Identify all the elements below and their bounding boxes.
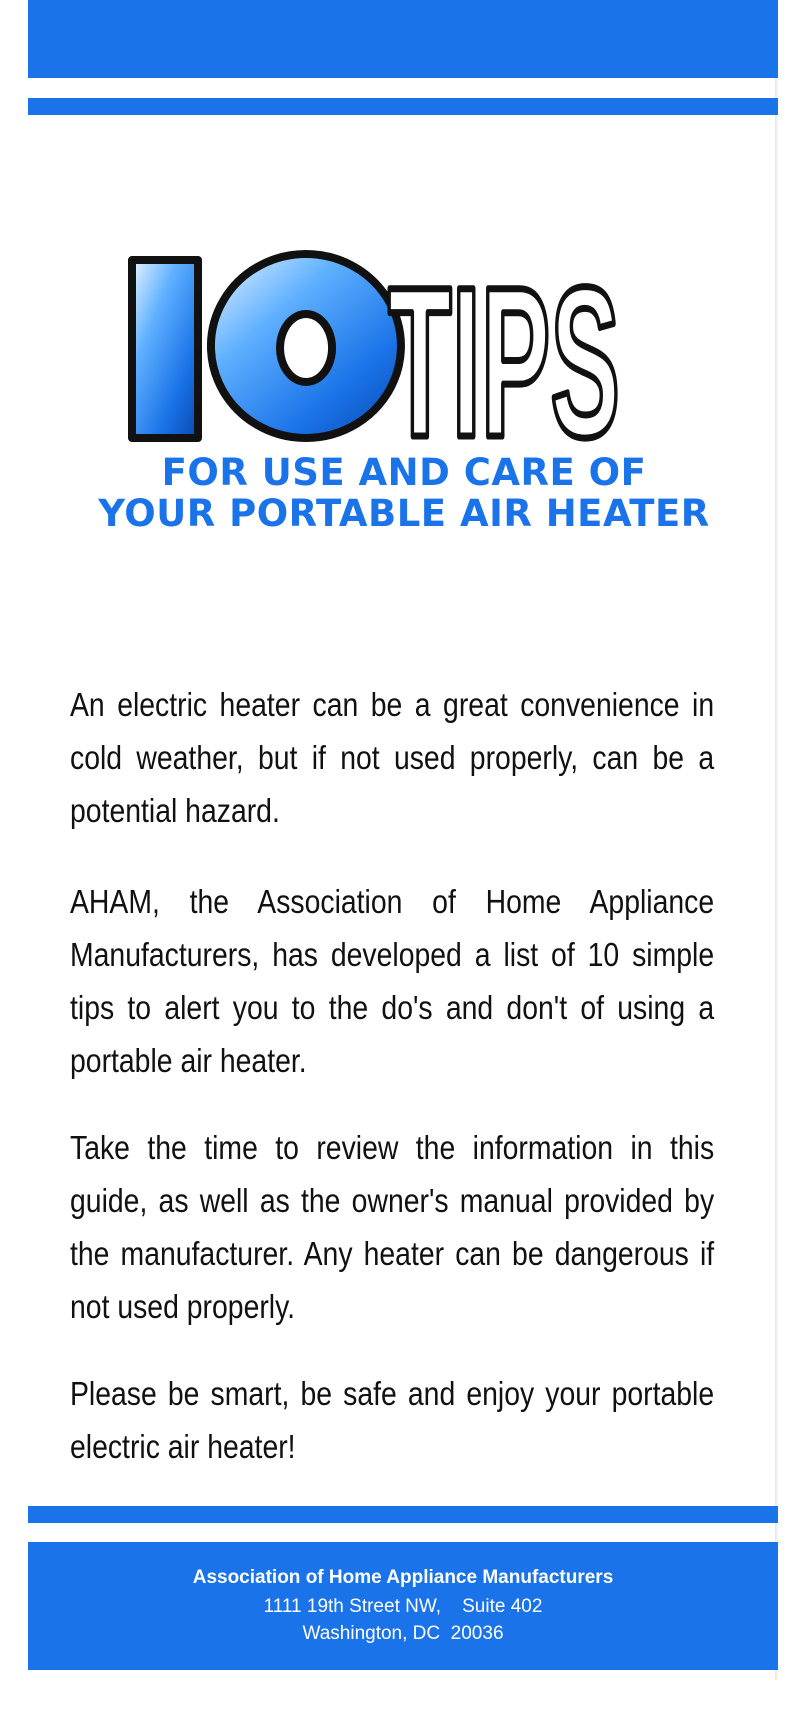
aham-paragraph (70, 875, 715, 1087)
closing-paragraph (70, 1367, 715, 1473)
panel-edge (775, 0, 778, 1680)
review-paragraph (70, 1121, 715, 1333)
subtitle-line-1: FOR USE AND CARE OF (161, 451, 647, 494)
logo-digit-one (132, 260, 198, 438)
logo-word-tips: TIPS (388, 246, 620, 452)
paragraph-text: Take the time to review the information in this guide, as well as the owner's manual provided by the manufacturer. Any heater can be dangerous if not used properly. (70, 1129, 715, 1325)
top-blue-band (28, 0, 778, 78)
subtitle-line-2: YOUR PORTABLE AIR HEATER (98, 492, 710, 535)
intro-paragraph (70, 678, 715, 837)
logo-digit-zero (211, 254, 401, 438)
footer-address-line-1: 1111 19th Street NW, Suite 402 (263, 1596, 543, 1617)
footer-organization: Association of Home Appliance Manufacturers (192, 1567, 614, 1588)
footer-address-line-2: Washington, DC 20036 (302, 1623, 504, 1644)
bottom-blue-stripe (28, 1506, 778, 1523)
paragraph-text: Please be smart, be safe and enjoy your portable electric air heater! (70, 1375, 715, 1465)
paragraph-text: An electric heater can be a great convenience in cold weather, but if not used properly, can be a potential hazard. (70, 686, 715, 829)
top-blue-stripe (28, 98, 778, 115)
ten-tips-logo (126, 246, 646, 452)
paragraph-text: AHAM, the Association of Home Appliance Manufacturers, has developed a list of 10 simple tips to alert you to the do's and don't of using a portable air heater. (70, 883, 715, 1079)
